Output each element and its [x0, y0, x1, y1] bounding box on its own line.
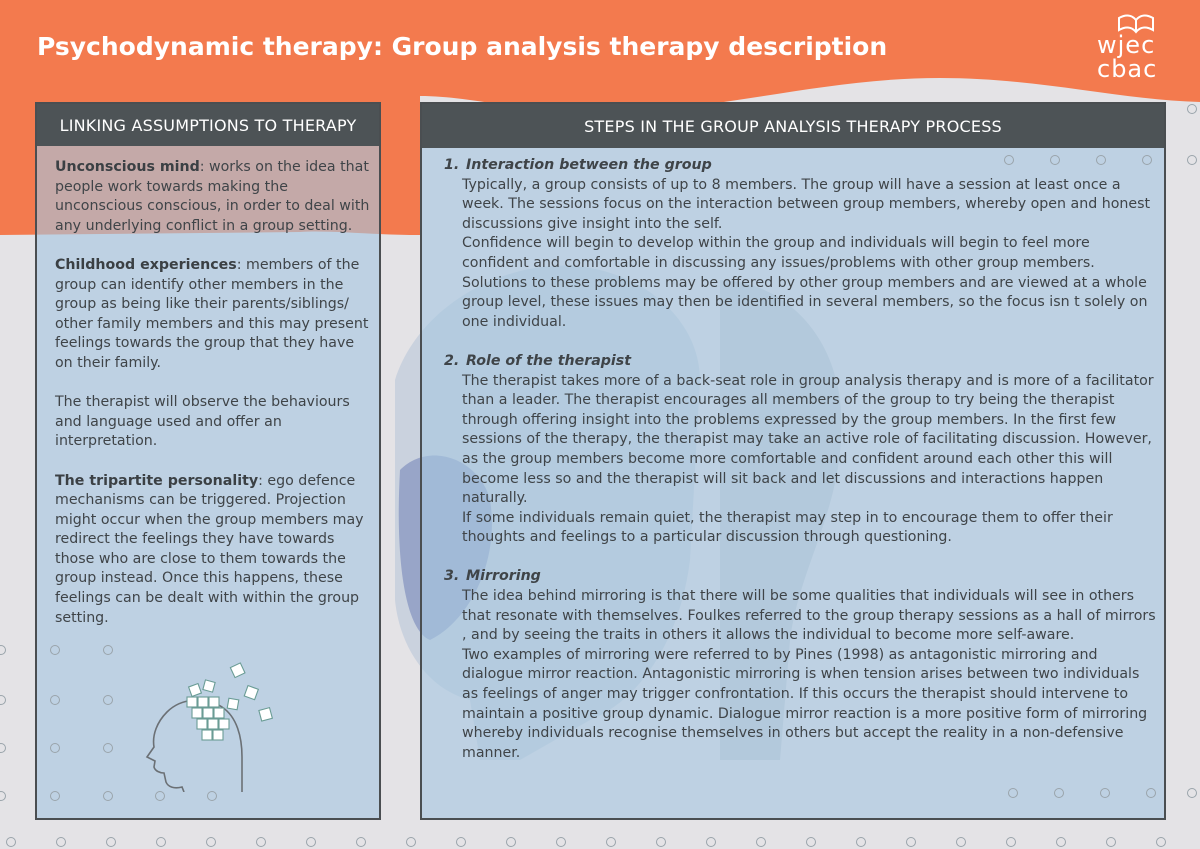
unconscious-text: : works on the idea that people work towards making the unconscious conscious, in order to deal with any underlying conflict in a group setting.: [55, 159, 370, 234]
decorative-circle-icon: [1142, 155, 1152, 165]
decorative-circle-icon: [155, 791, 165, 801]
decorative-circle-icon: [1096, 155, 1106, 165]
linking-assumptions-heading: LINKING ASSUMPTIONS TO THERAPY: [37, 104, 379, 146]
step-paragraph: Confidence will begin to develop within the group and individuals will begin to feel more confident and comfortable in discussing any issues/problems with other group members. Solutions to these problems may be offered by other group members and are viewed at a whole group level, these issues may then be identified in several members, so the focus isn t solely on one individual.: [462, 235, 1148, 330]
decorative-circle-icon: [56, 837, 66, 847]
decorative-circle-icon: [1006, 837, 1016, 847]
decorative-circle-icon: [50, 791, 60, 801]
decorative-circle-icon: [103, 695, 113, 705]
decorative-circle-icon: [806, 837, 816, 847]
decorative-circle-icon: [1056, 837, 1066, 847]
decorative-circle-icon: [106, 837, 116, 847]
decorative-circle-icon: [556, 837, 566, 847]
assumptions-body: [55, 158, 375, 648]
decorative-circle-icon: [356, 837, 366, 847]
decorative-circle-icon: [456, 837, 466, 847]
step-role-of-therapist: [444, 352, 1156, 548]
step-mirroring: [444, 567, 1156, 763]
step-paragraph: The idea behind mirroring is that there will be some qualities that individuals will see in others that resonate with themselves. Foulkes referred to the group therapy sessions as a hall of mirrors , and by seeing the traits in others it allows the individual to become more self-aware.: [462, 588, 1156, 644]
childhood-term: Childhood experiences: [55, 256, 237, 273]
therapy-steps-panel: [420, 102, 1166, 820]
step-paragraph: Two examples of mirroring were referred to by Pines (1998) as antagonistic mirroring and dialogue mirror reaction. Antagonistic mirroring is when tension arises between two individuals as feelings of anger may trigger confrontation. If this occurs the therapist should intervene to maintain a positive group dynamic. Dialogue mirror reaction is a more positive form of mirroring whereby individuals recognise themselves in others but accept the reality in a non-defensive manner.: [462, 646, 1148, 761]
decorative-circle-icon: [1100, 788, 1110, 798]
step-title: Role of the therapist: [466, 352, 632, 369]
decorative-circle-icon: [656, 837, 666, 847]
decorative-circle-icon: [256, 837, 266, 847]
decorative-circle-icon: [1054, 788, 1064, 798]
decorative-circle-icon: [1187, 155, 1197, 165]
steps-list: [444, 156, 1156, 783]
decorative-circle-icon: [1106, 837, 1116, 847]
step-number: 2.: [444, 352, 460, 369]
decorative-circle-icon: [956, 837, 966, 847]
decorative-circle-icon: [103, 743, 113, 753]
decorative-circle-icon: [606, 837, 616, 847]
decorative-circle-icon: [706, 837, 716, 847]
step-title: Interaction between the group: [466, 157, 712, 173]
decorative-circle-icon: [1187, 788, 1197, 798]
logo-wjec: wjec: [1097, 31, 1156, 59]
step-paragraph: If some individuals remain quiet, the therapist may step in to encourage them to offer their thoughts and feelings to a particular discussion through questioning.: [462, 509, 1113, 546]
step-heading: [444, 567, 1156, 587]
decorative-circle-icon: [756, 837, 766, 847]
decorative-circle-icon: [6, 837, 16, 847]
therapy-steps-heading: STEPS IN THE GROUP ANALYSIS THERAPY PROCESS: [422, 104, 1164, 148]
decorative-circle-icon: [856, 837, 866, 847]
decorative-circle-icon: [207, 791, 217, 801]
decorative-circle-icon: [906, 837, 916, 847]
head-puzzle-icon: [142, 657, 287, 792]
decorative-circle-icon: [1156, 837, 1166, 847]
tripartite-paragraph: [55, 472, 375, 629]
step-paragraph: The therapist takes more of a back-seat role in group analysis therapy and is more of a facilitator than a leader. The therapist encourages all members of the group to try being the therapist through offering insight into the problems expressed by the group members. In the first few sessions of the therapy, the therapist may take an active role of facilitating discussion. However, as the group members become more comfortable and confident around each other this will become less so and the therapist will sit back and let discussions and interactions happen naturally.: [462, 372, 1154, 507]
step-text: [444, 176, 1156, 333]
step-text: [444, 372, 1156, 548]
step-number: 3.: [444, 568, 460, 585]
childhood-text: : members of the group can identify other members in the group as being like their parents/siblings/ other family members and this may present feelings towards the group that they have on their family.: [55, 256, 369, 371]
decorative-circle-icon: [50, 645, 60, 655]
childhood-paragraph: [55, 256, 375, 374]
linking-assumptions-panel: [35, 102, 381, 820]
decorative-circle-icon: [1008, 788, 1018, 798]
decorative-circle-icon: [156, 837, 166, 847]
step-title: Mirroring: [466, 568, 541, 585]
decorative-circle-icon: [206, 837, 216, 847]
logo-cbac: cbac: [1097, 55, 1158, 83]
decorative-circle-icon: [306, 837, 316, 847]
therapist-observe-paragraph: The therapist will observe the behaviours and language used and offer an interpretation.: [55, 394, 350, 450]
step-paragraph: Typically, a group consists of up to 8 members. The group will have a session at least once a week. The sessions focus on the interaction between group members, whereby open and honest discussions give insight into the self.: [462, 176, 1151, 232]
decorative-circle-icon: [50, 695, 60, 705]
decorative-circle-icon: [506, 837, 516, 847]
decorative-circle-icon: [103, 645, 113, 655]
decorative-circle-icon: [1187, 104, 1197, 114]
step-heading: [444, 352, 1156, 372]
decorative-circle-icon: [50, 743, 60, 753]
unconscious-term: Unconscious mind: [55, 159, 200, 175]
tripartite-term: The tripartite personality: [55, 472, 259, 489]
decorative-circle-icon: [103, 791, 113, 801]
unconscious-paragraph: [55, 158, 375, 236]
step-text: [444, 587, 1156, 763]
wjec-cbac-logo: [1094, 12, 1166, 82]
decorative-circle-icon: [1050, 155, 1060, 165]
decorative-circle-icon: [1146, 788, 1156, 798]
step-interaction: [444, 156, 1156, 332]
page-title: Psychodynamic therapy: Group analysis therapy description: [37, 32, 888, 61]
step-number: 1.: [444, 157, 460, 173]
decorative-circle-icon: [406, 837, 416, 847]
tripartite-text: : ego defence mechanisms can be triggered. Projection might occur when the group members may redirect the feelings they have towards those who are close to them towards the group instead. Once this happens, these feelings can be dealt with within the group setting.: [55, 472, 364, 626]
decorative-circle-icon: [1004, 155, 1014, 165]
